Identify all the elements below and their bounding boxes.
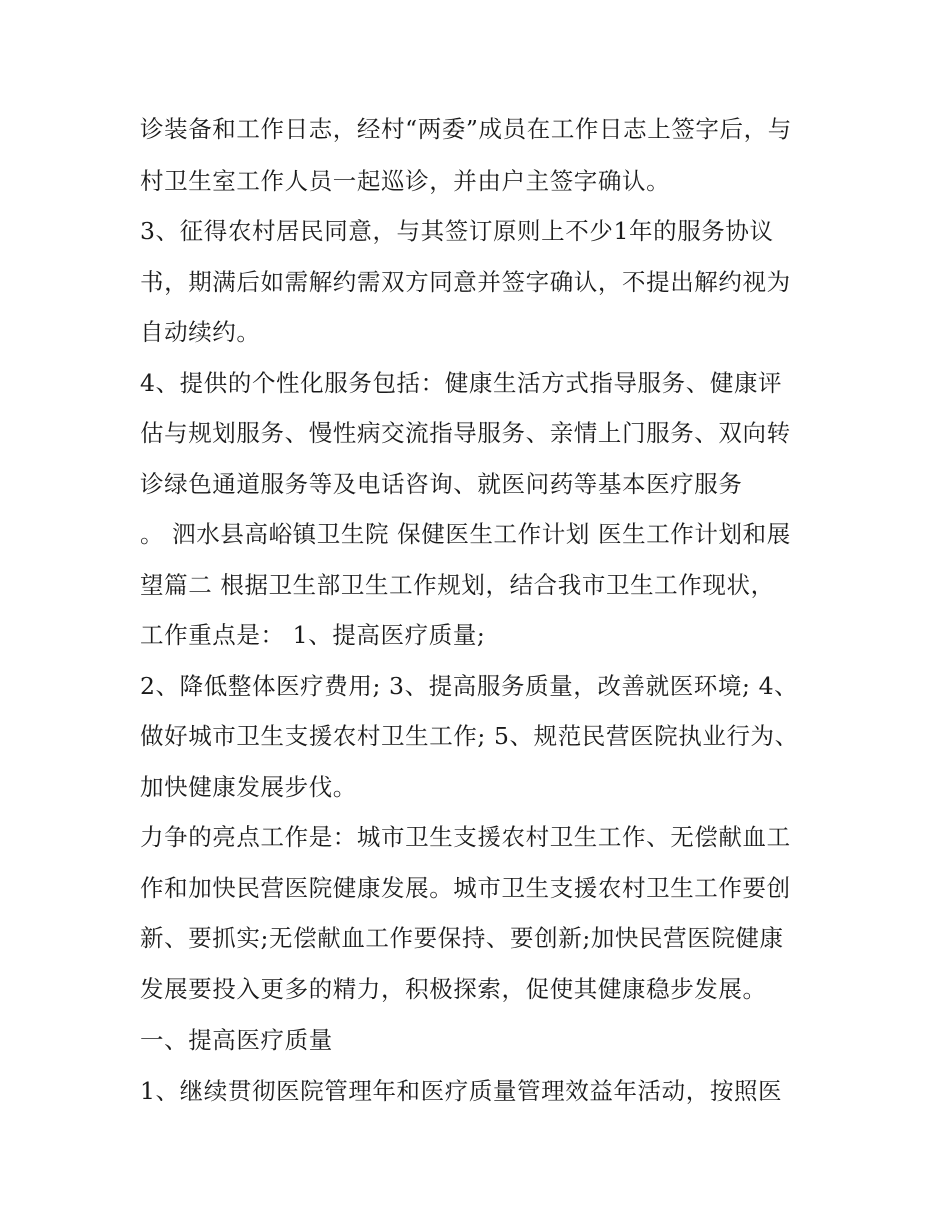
text-line: 1、继续贯彻医院管理年和医疗质量管理效益年活动，按照医 — [140, 1077, 783, 1105]
text-line: 望篇二 根据卫生部卫生工作规划，结合我市卫生工作现状， — [140, 571, 775, 599]
section-heading: 一、提高医疗质量 — [140, 1026, 333, 1054]
text-line: 力争的亮点工作是：城市卫生支援农村卫生工作、无偿献血工 — [140, 823, 791, 851]
text-line: 3、征得农村居民同意，与其签订原则上不少1年的服务协议 — [140, 217, 774, 245]
text-line: 作和加快民营医院健康发展。城市卫生支援农村卫生工作要创 — [140, 874, 791, 902]
text-line: 4、提供的个性化服务包括：健康生活方式指导服务、健康评 — [140, 369, 783, 397]
text-line: 做好城市卫生支援农村卫生工作; 5、规范民营医院执业行为、 — [140, 722, 799, 750]
text-line: 诊绿色通道服务等及电话咨询、就医问药等基本医疗服务 — [140, 470, 743, 498]
text-line: 发展要投入更多的精力，积极探索，促使其健康稳步发展。 — [140, 975, 767, 1003]
text-line: 工作重点是： 1、提高医疗质量; — [140, 621, 486, 649]
text-line: 2、降低整体医疗费用; 3、提高服务质量，改善就医环境; 4、 — [140, 672, 799, 700]
text-line: 估与规划服务、慢性病交流指导服务、亲情上门服务、双向转 — [140, 419, 791, 447]
text-line: 诊装备和工作日志，经村“两委”成员在工作日志上签字后，与 — [140, 115, 792, 143]
text-line: 自动续约。 — [140, 318, 261, 346]
text-line: 村卫生室工作人员一起巡诊，并由户主签字确认。 — [140, 167, 671, 195]
text-line: 书，期满后如需解约需双方同意并签字确认，不提出解约视为 — [140, 268, 791, 296]
text-line: 。 泗水县高峪镇卫生院 保健医生工作计划 医生工作计划和展 — [140, 520, 791, 548]
text-line: 新、要抓实;无偿献血工作要保持、要创新;加快民营医院健康 — [140, 924, 784, 952]
text-line: 加快健康发展步伐。 — [140, 773, 357, 801]
